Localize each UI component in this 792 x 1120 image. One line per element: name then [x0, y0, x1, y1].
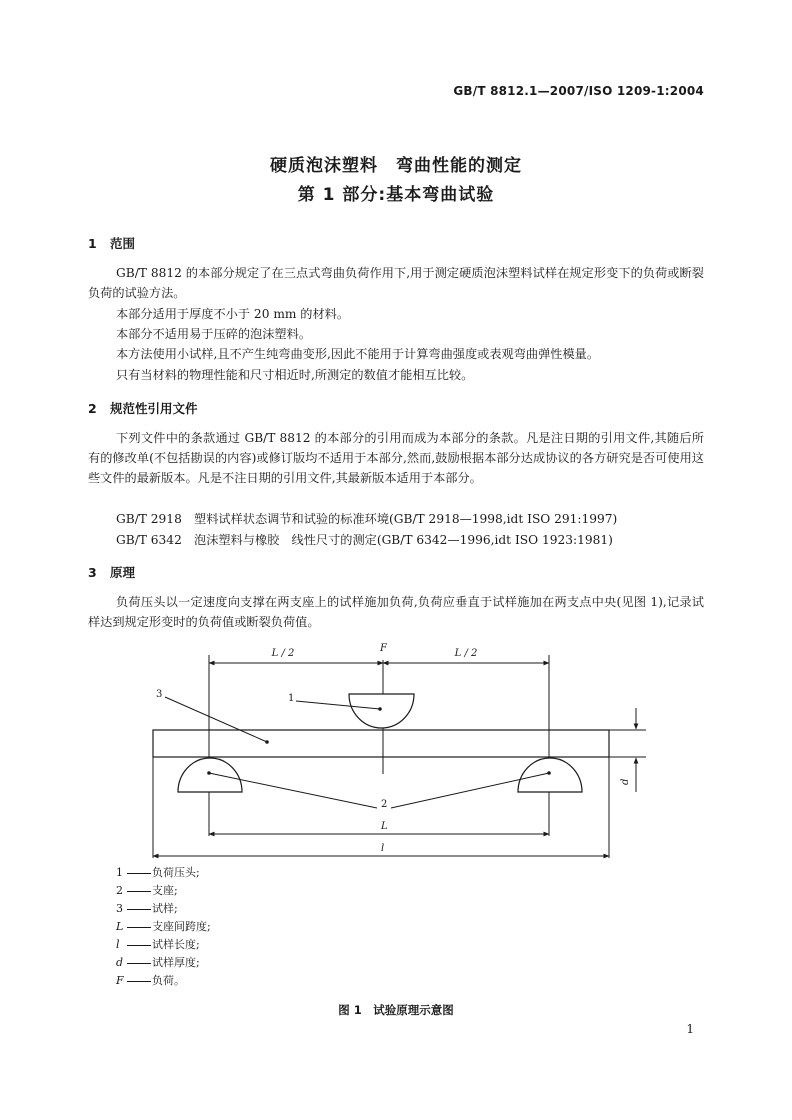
label-thickness-d: d	[620, 778, 631, 785]
leader-specimen	[165, 697, 267, 742]
page-number: 1	[686, 1022, 694, 1036]
callout-1: 1	[288, 693, 295, 704]
reference-gbt-2918: GB/T 2918 塑料试样状态调节和试验的标准环境(GB/T 2918—1998,idt ISO 291:1997)	[116, 512, 618, 526]
legend-item	[116, 882, 211, 900]
document-subtitle: 第 1 部分:基本弯曲试验	[297, 185, 495, 205]
legend-item	[116, 972, 211, 990]
label-length-l: l	[381, 843, 385, 854]
section-2-paragraph: 下列文件中的条款通过 GB/T 8812 的本部分的引用而成为本部分的条款。凡是注日期的引用文件,其随后所有的修改单(不包括勘误的内容)或修订版均不适用于本部分,然而,鼓励根据本部分达成协议的各方研究是否可使用这些文件的最新版本。凡是不注日期的引用文件,其最新版本适用于本部分。	[88, 431, 704, 485]
figure-legend	[116, 864, 211, 990]
legend-text: 负荷压头;	[152, 866, 200, 879]
leader-dot-loading-nose	[378, 707, 382, 711]
legend-item	[116, 936, 211, 954]
legend-item	[116, 864, 211, 882]
legend-text: 负荷。	[152, 974, 185, 987]
section-1-paragraph-1: GB/T 8812 的本部分规定了在三点式弯曲负荷作用下,用于测定硬质泡沫塑料试样在规定形变下的负荷或断裂负荷的试验方法。	[88, 266, 704, 300]
section-number: 3	[88, 565, 97, 580]
legend-text: 试样长度;	[152, 938, 200, 951]
standard-code: GB/T 8812.1—2007/ISO 1209-1:2004	[453, 84, 704, 98]
specimen	[153, 730, 609, 757]
legend-text: 支座间跨度;	[152, 920, 211, 933]
loading-nose	[349, 694, 414, 728]
label-span-L: L	[381, 821, 388, 832]
legend-item	[116, 918, 211, 936]
legend-dash	[127, 945, 151, 946]
section-title: 原理	[110, 565, 136, 580]
legend-text: 支座;	[152, 884, 178, 897]
legend-symbol: 2	[116, 884, 123, 897]
figure-caption: 图 1 试验原理示意图	[338, 1003, 454, 1017]
support-left	[178, 758, 242, 792]
legend-dash	[127, 963, 151, 964]
legend-text: 试样厚度;	[152, 956, 200, 969]
legend-symbol: 3	[116, 902, 123, 915]
legend-symbol: L	[116, 920, 124, 933]
section-1-paragraph-3: 本部分不适用易于压碎的泡沫塑料。	[116, 327, 311, 341]
leader-dot-support-right	[547, 771, 551, 775]
section-1-paragraph-5: 只有当材料的物理性能和尺寸相近时,所测定的数值才能相互比较。	[116, 368, 474, 382]
label-half-span-right: L / 2	[454, 648, 478, 659]
section-1-paragraph-4: 本方法使用小试样,且不产生纯弯曲变形,因此不能用于计算弯曲强度或表观弯曲弹性模量。	[116, 347, 600, 361]
leader-dot-specimen	[265, 740, 269, 744]
callout-3: 3	[156, 689, 163, 700]
section-3-paragraph: 负荷压头以一定速度向支撑在两支座上的试样施加负荷,负荷应垂直于试样施加在两支点中央(见图 1),记录试样达到规定形变时的负荷值或断裂负荷值。	[88, 595, 704, 629]
legend-item	[116, 900, 211, 918]
callout-2: 2	[381, 799, 388, 810]
legend-dash	[127, 891, 151, 892]
document-title: 硬质泡沫塑料 弯曲性能的测定	[270, 156, 522, 176]
section-number: 1	[88, 236, 97, 251]
legend-dash	[127, 981, 151, 982]
legend-dash	[127, 909, 151, 910]
label-load-F: F	[380, 643, 387, 654]
leader-dot-support-left	[207, 771, 211, 775]
legend-symbol: F	[116, 974, 124, 987]
legend-symbol: 1	[116, 866, 123, 879]
label-half-span-left: L / 2	[271, 648, 295, 659]
section-number: 2	[88, 401, 97, 416]
legend-symbol: d	[116, 956, 124, 969]
legend-symbol: l	[116, 938, 120, 951]
section-title: 范围	[110, 236, 136, 251]
section-1-paragraph-2: 本部分适用于厚度不小于 20 mm 的材料。	[116, 307, 350, 321]
legend-dash	[127, 873, 151, 874]
section-title: 规范性引用文件	[110, 401, 198, 416]
legend-text: 试样;	[152, 902, 178, 915]
legend-dash	[127, 927, 151, 928]
reference-gbt-6342: GB/T 6342 泡沫塑料与橡胶 线性尺寸的测定(GB/T 6342—1996,idt ISO 1923:1981)	[116, 533, 613, 547]
legend-item	[116, 954, 211, 972]
support-right	[518, 758, 582, 792]
